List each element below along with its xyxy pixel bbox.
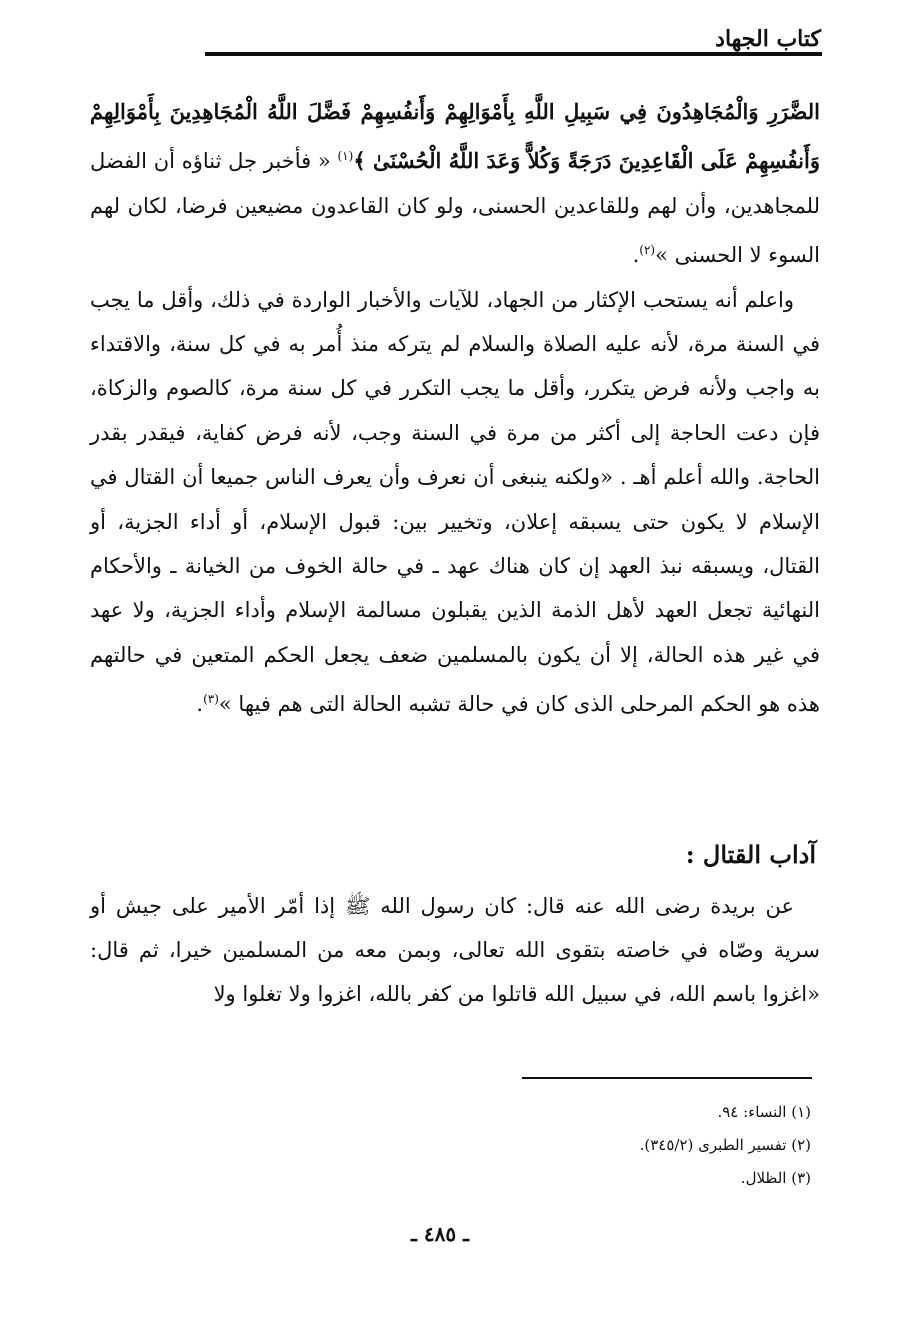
paragraph-1-text: « فأخبر جل ثناؤه أن الفضل للمجاهدين، وأن لهم وللقاعدين الحسنى، ولو كان القاعدون مضيعين فرضا، لكان لهم السوء لا الحسنى » xyxy=(90,149,820,268)
quran-verse: الضَّرَرِ وَالْمُجَاهِدُونَ فِي سَبِيلِ اللَّهِ بِأَمْوَالِهِمْ وَأَنفُسِهِمْ فَضَّلَ اللَّهُ الْمُجَاهِدِينَ بِأَمْوَالِهِمْ وَأَنفُسِهِمْ عَلَى الْقَاعِدِينَ دَرَجَةً وَكُلاًّ وَعَدَ اللَّهُ الْحُسْنَىٰ ﴾ xyxy=(90,99,821,174)
paragraph-1-end: . xyxy=(632,243,640,268)
footnote-2: (٢) تفسير الطبرى (٣٤٥/٢). xyxy=(639,1136,811,1154)
paragraph-2-text: واعلم أنه يستحب الإكثار من الجهاد، للآيات والأخبار الواردة في ذلك، وأقل ما يجب في السنة مرة، لأنه عليه الصلاة والسلام لم يتركه منذ أُمر به في كل سنة، والاقتداء به واجب ولأنه فرض يتكرر، وأقل ما يجب التكرر في كل سنة مرة، كالصوم والزكاة، فإن دعت الحاجة إلى أكثر من مرة في السنة وجب، لأنه فرض كفاية، فيقدر بقدر الحاجة. والله أعلم أهـ . «ولكنه ينبغى أن نعرف وأن يعرف الناس جميعا أن القتال في الإسلام لا يكون حتى يسبقه إعلان، وتخيير بين: قبول الإسلام، أو أداء الجزية، أو القتال، ويسبقه نبذ العهد إن كان هناك عهد ـ في حالة الخوف من الخيانة ـ والأحكام النهائية تجعل العهد لأهل الذمة الذين يقبلون مسالمة الإسلام وأداء الجزية، ولا عهد في غير هذه الحالة، إلا أن يكون بالمسلمين ضعف يجعل الحكم المتعين في حالتهم هذه هو الحكم المرحلى الذى كان في حالة تشبه الحالة التى هم فيها » xyxy=(90,287,820,717)
paragraph-2 xyxy=(90,278,820,727)
page-number: ـ ٤٨٥ ـ xyxy=(411,1222,469,1246)
footnote-ref-3: (٣) xyxy=(203,692,219,707)
footnote-rule xyxy=(522,1077,812,1079)
paragraph-2-end: . xyxy=(196,692,204,717)
footnote-3: (٣) الظلال. xyxy=(740,1169,811,1187)
footnotes xyxy=(640,1096,811,1195)
running-title: كتاب الجهاد xyxy=(715,26,821,52)
section-paragraph: عن بريدة رضى الله عنه قال: كان رسول الله ﷺ إذا أمّر الأمير على جيش أو سرية وصّاه في خاصته بتقوى الله تعالى، وبمن معه من المسلمين خيرا، ثم قال: «اغزوا باسم الله، في سبيل الله قاتلوا من كفر بالله، اغزوا ولا تغلوا ولا xyxy=(90,894,820,1006)
paragraph-1 xyxy=(90,90,820,278)
main-text xyxy=(90,90,820,727)
footnote-ref-2: (٢) xyxy=(639,243,656,258)
section-heading: آداب القتال : xyxy=(685,840,816,869)
header-rule xyxy=(205,52,822,56)
section-text xyxy=(90,884,820,1016)
footnote-ref-1: (١) xyxy=(337,149,354,164)
footnote-1: (١) النساء: ٩٤. xyxy=(717,1103,811,1121)
